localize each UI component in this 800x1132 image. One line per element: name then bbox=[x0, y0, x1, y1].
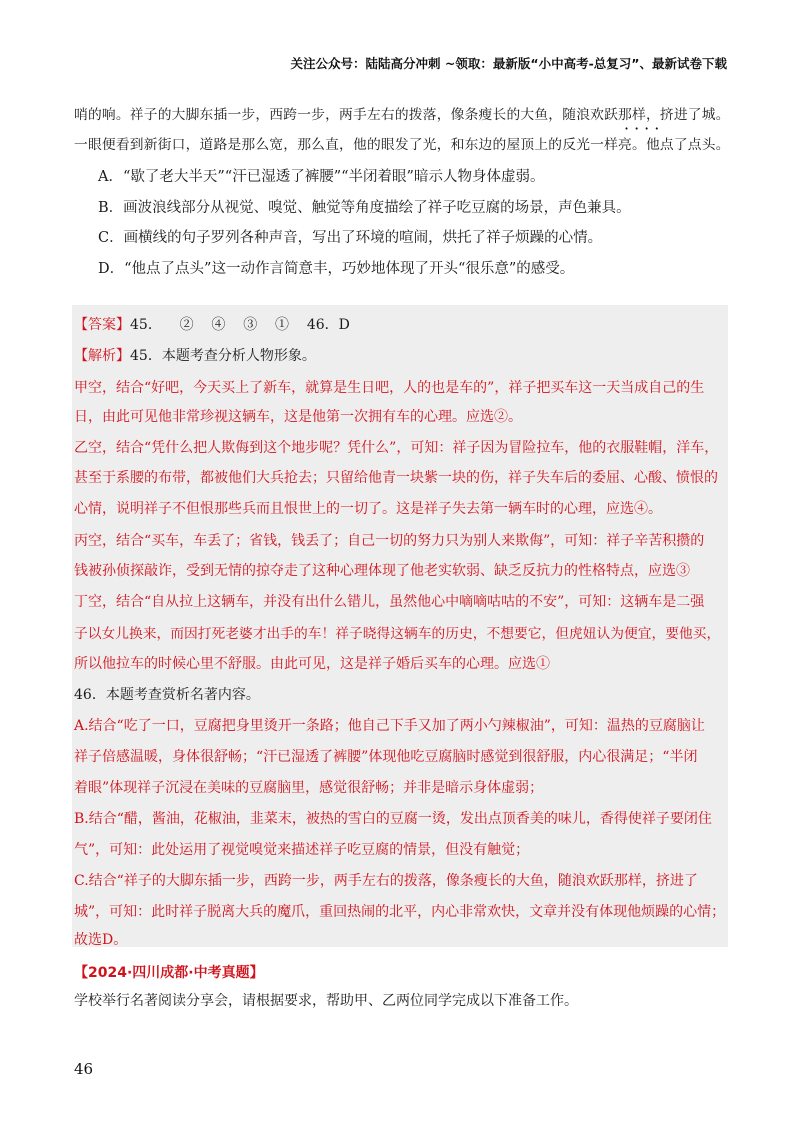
analysis-line: 着眼”体现祥子沉浸在美味的豆腐脑里，感觉很舒畅；并非是暗示身体虚弱； bbox=[74, 780, 544, 796]
analysis-line: 祥子倍感温暖，身体很舒畅；“汗已湿透了裤腰”体现他吃豆腐脑时感觉到很舒服，内心很满足；“半闭 bbox=[74, 749, 698, 765]
option-c: C．画横线的句子罗列各种声音，写出了环境的喧闹，烘托了祥子烦躁的心情。 bbox=[98, 230, 603, 246]
analysis-line: 心情，说明祥子不但恨那些兵而且恨世上的一切了。这是祥子失去第一辆车时的心理，应选④。 bbox=[74, 501, 662, 517]
page-header: 关注公众号：陆陆高分冲刺 ~领取：最新版“小中高考-总复习”、最新试卷下载 bbox=[290, 56, 727, 71]
analysis-line: 丁空，结合“自从拉上这辆车，并没有出什么错儿，虽然他心中嘀嘀咕咕的不安”，可知：这辆车是二强 bbox=[74, 594, 705, 610]
analysis-line: 所以他拉车的时候心里不舒服。由此可见，这是祥子婚后买车的心理。应选① bbox=[74, 656, 550, 672]
analysis-line: 钱被孙侦探敲诈，受到无情的掠夺走了这种心理体现了他老实软弱、缺乏反抗力的性格特点，应选③ bbox=[74, 563, 690, 579]
analysis-line: C.结合“祥子的大脚东插一步，西跨一步，两手左右的拨落，像条瘦长的大鱼，随浪欢跃那样，挤进了 bbox=[74, 873, 698, 889]
analysis-line: A.结合“吃了一口，豆腐把身里烫开一条路；他自己下手又加了两小勺辣椒油”，可知：温热的豆腐脑让 bbox=[74, 718, 705, 734]
answer-tag: 【答案】 bbox=[74, 317, 130, 333]
analysis-line: 45．本题考查分析人物形象。 bbox=[130, 348, 316, 364]
analysis-tag: 【解析】 bbox=[74, 348, 130, 364]
analysis-line: 丙空，结合“买车，车丢了；省钱，钱丢了；自己一切的努力只为别人来欺侮”，可知：祥子辛苦积攒的 bbox=[74, 533, 705, 549]
emphasis-dots: ···· bbox=[624, 119, 665, 138]
analysis-line: 子以女儿换来，而因打死老婆才出手的车！祥子晓得这辆车的历史，不想要它，但虎妞认为便宜，要他买， bbox=[74, 626, 721, 642]
option-a: A．“歇了老大半天”“汗已湿透了裤腰”“半闭着眼”暗示人物身体虚弱。 bbox=[98, 169, 545, 185]
source-label: 【2024·四川成都·中考真题】 bbox=[74, 965, 264, 981]
answer-text: 45． ② ④ ③ ① 46．D bbox=[130, 317, 350, 333]
passage-line-2: 一眼便看到新街口，道路是那么宽，那么直，他的眼发了光，和东边的屋顶上的反光一样亮。他点了点头。 bbox=[74, 137, 730, 153]
analysis-line: 甚至于系腰的布带，都被他们大兵抢去；只留给他青一块紫一块的伤，祥子失车后的委屈、心酸、愤恨的 bbox=[74, 470, 718, 486]
analysis-line: 故选D。 bbox=[74, 932, 128, 948]
analysis-heading bbox=[74, 345, 316, 365]
option-d: D．“他点了点头”这一动作言简意丰，巧妙地体现了开头“很乐意”的感受。 bbox=[98, 261, 575, 277]
answer-line bbox=[74, 314, 350, 334]
passage-line-1: 哨的响。祥子的大脚东插一步，西跨一步，两手左右的拨落，像条瘦长的大鱼，随浪欢跃那样，挤进了城。 bbox=[74, 107, 730, 123]
analysis-line: B.结合“醋，酱油，花椒油，韭菜末，被热的雪白的豆腐一烫，发出点顶香美的味儿，香得使祥子要闭住 bbox=[74, 811, 712, 827]
analysis-line: 气”，可知：此处运用了视觉嗅觉来描述祥子吃豆腐的情景，但没有触觉； bbox=[74, 842, 530, 858]
page-number: 46 bbox=[74, 1060, 94, 1078]
question-intro: 学校举行名著阅读分享会，请根据要求，帮助甲、乙两位同学完成以下准备工作。 bbox=[74, 993, 578, 1009]
analysis-line: 甲空，结合“好吧，今天买上了新车，就算是生日吧，人的也是车的”，祥子把买车这一天当成自己的生 bbox=[74, 380, 705, 396]
analysis-line: 日，由此可见他非常珍视这辆车，这是他第一次拥有车的心理。应选②。 bbox=[74, 409, 522, 425]
analysis-line: 乙空，结合“凭什么把人欺侮到这个地步呢？凭什么”，可知：祥子因为冒险拉车，他的衣服鞋帽，洋车， bbox=[74, 440, 719, 456]
analysis-line: 城”，可知：此时祥子脱离大兵的魔爪，重回热闹的北平，内心非常欢快，文章并没有体现他烦躁的心情； bbox=[74, 904, 726, 920]
analysis-line: 46．本题考查赏析名著内容。 bbox=[74, 687, 260, 703]
option-b: B．画波浪线部分从视觉、嗅觉、触觉等角度描绘了祥子吃豆腐的场景，声色兼具。 bbox=[98, 200, 631, 216]
